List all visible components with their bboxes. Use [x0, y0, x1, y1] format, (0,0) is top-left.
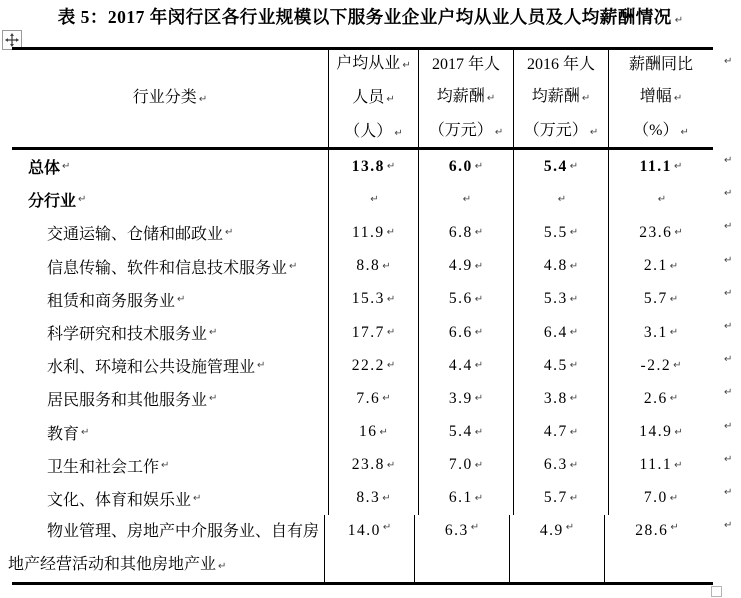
value-cell[interactable]: 14.0 ↵: [324, 515, 414, 582]
paragraph-mark: ↵: [674, 426, 683, 438]
paragraph-mark: ↵: [569, 393, 579, 405]
end-of-row-mark: ↵: [724, 188, 733, 200]
line-break-mark: ↵: [673, 92, 683, 104]
paragraph-mark: ↵: [569, 426, 579, 438]
row-label-cell[interactable]: 物业管理、房地产中介服务业、自有房地产经营活动和其他房地产业 ↵: [8, 523, 320, 573]
end-of-row-mark: ↵: [724, 221, 733, 233]
paragraph-mark: ↵: [474, 227, 484, 239]
paragraph-mark: ↵: [382, 492, 391, 504]
paragraph-mark: ↵: [670, 522, 679, 534]
end-of-row-mark: ↵: [724, 453, 733, 465]
paragraph-mark: ↵: [569, 459, 579, 471]
table-row: [12, 449, 733, 482]
paragraph-mark: ↵: [209, 393, 218, 405]
paragraph-mark: ↵: [289, 260, 298, 272]
table-title: [0, 4, 741, 29]
end-of-row-mark: ↵: [724, 56, 733, 67]
row-label-cell[interactable]: 水利、环境和公共设施管理业 ↵: [47, 359, 266, 377]
value-cell[interactable]: 6.8 ↵: [418, 216, 513, 249]
line-break-mark: ↵: [486, 92, 496, 104]
paragraph-mark: ↵: [386, 459, 396, 471]
paragraph-mark: ↵: [669, 327, 679, 339]
paragraph-mark: ↵: [81, 426, 90, 438]
paragraph-mark: ↵: [386, 293, 396, 305]
data-table: [8, 47, 733, 585]
end-of-row-mark: ↵: [724, 287, 733, 299]
value-cell[interactable]: 16 ↵: [328, 416, 418, 449]
paragraph-mark: ↵: [161, 459, 170, 471]
value-cell[interactable]: 11.1 ↵: [608, 449, 713, 482]
end-of-row-mark: ↵: [724, 387, 733, 399]
end-of-row-mark: ↵: [724, 155, 733, 166]
paragraph-mark: ↵: [474, 426, 484, 438]
table-row-total: [12, 150, 733, 183]
paragraph-mark: ↵: [382, 393, 391, 405]
end-of-row-mark: ↵: [724, 420, 733, 432]
value-cell[interactable]: 17.7 ↵: [328, 316, 418, 349]
paragraph-mark: ↵: [474, 161, 484, 173]
table-row: [8, 515, 733, 582]
value-cell[interactable]: 7.0 ↵: [608, 482, 713, 515]
value-cell[interactable]: 6.3 ↵: [414, 515, 509, 582]
paragraph-mark: ↵: [193, 492, 202, 504]
value-cell[interactable]: 4.4 ↵: [418, 349, 513, 382]
value-cell[interactable]: 8.3 ↵: [328, 482, 418, 515]
paragraph-mark: ↵: [569, 227, 579, 239]
value-cell[interactable]: 15.3 ↵: [328, 283, 418, 316]
value-cell[interactable]: 3.1 ↵: [608, 316, 713, 349]
value-cell[interactable]: 5.5 ↵: [513, 216, 608, 249]
value-cell[interactable]: 23.8 ↵: [328, 449, 418, 482]
row-label-cell[interactable]: 科学研究和技术服务业 ↵: [47, 326, 218, 344]
value-cell[interactable]: 5.7 ↵: [513, 482, 608, 515]
paragraph-mark: ↵: [218, 560, 227, 572]
value-cell[interactable]: [418, 183, 513, 216]
value-cell[interactable]: 11.9 ↵: [328, 216, 418, 249]
paragraph-mark: ↵: [386, 161, 396, 173]
line-break-mark: ↵: [581, 92, 591, 104]
paragraph-mark: ↵: [474, 327, 484, 339]
value-cell[interactable]: 13.8 ↵: [328, 150, 418, 183]
paragraph-mark: ↵: [589, 126, 599, 138]
paragraph-mark: ↵: [494, 126, 504, 138]
paragraph-mark: ↵: [657, 194, 667, 206]
paragraph-mark: ↵: [569, 293, 579, 305]
paragraph-mark: ↵: [474, 360, 484, 372]
paragraph-mark: ↵: [669, 492, 679, 504]
table-row-by-industry-heading: [12, 183, 733, 216]
paragraph-mark: ↵: [382, 522, 392, 534]
row-label-cell[interactable]: 文化、体育和娱乐业 ↵: [47, 491, 202, 509]
value-cell[interactable]: 8.8 ↵: [328, 250, 418, 283]
paragraph-mark: ↵: [669, 393, 679, 405]
paragraph-mark: ↵: [462, 194, 472, 206]
end-of-row-mark: ↵: [724, 254, 733, 266]
table-row: [12, 250, 733, 283]
paragraph-mark: ↵: [674, 459, 683, 471]
header-cell-2017-salary[interactable]: 2017 年人 均薪酬 ↵ （万元） ↵: [418, 50, 513, 147]
value-cell[interactable]: 4.9 ↵: [509, 515, 604, 582]
value-cell[interactable]: 5.4 ↵: [513, 150, 608, 183]
value-cell[interactable]: 6.0 ↵: [418, 150, 513, 183]
paragraph-mark: ↵: [209, 327, 218, 339]
value-cell[interactable]: 5.7 ↵: [608, 283, 713, 316]
paragraph-mark: ↵: [474, 492, 484, 504]
value-cell[interactable]: 22.2 ↵: [328, 349, 418, 382]
paragraph-mark: ↵: [177, 293, 186, 305]
row-label-cell[interactable]: 卫生和社会工作 ↵: [47, 458, 170, 476]
paragraph-mark: ↵: [386, 327, 396, 339]
table-row: [12, 416, 733, 449]
paragraph-mark: ↵: [569, 360, 579, 372]
paragraph-mark: ↵: [565, 522, 575, 534]
value-cell[interactable]: [328, 183, 418, 216]
line-break-mark: ↵: [402, 59, 411, 71]
value-cell[interactable]: 5.3 ↵: [513, 283, 608, 316]
table-header-row: [12, 47, 733, 150]
paragraph-mark: ↵: [382, 260, 391, 272]
paragraph-mark: ↵: [674, 227, 683, 239]
paragraph-mark: ↵: [474, 260, 484, 272]
value-cell[interactable]: 11.1 ↵: [608, 150, 713, 183]
end-of-row-mark: ↵: [724, 354, 733, 366]
row-label-cell[interactable]: 交通运输、仓储和邮政业 ↵: [47, 226, 234, 244]
paragraph-mark: ↵: [386, 360, 396, 372]
paragraph-mark: ↵: [569, 327, 579, 339]
row-label-cell[interactable]: 总体 ↵: [28, 160, 71, 178]
row-label-cell[interactable]: 教育 ↵: [47, 425, 90, 443]
header-cell-industry[interactable]: [12, 50, 328, 147]
value-cell[interactable]: 2.1 ↵: [608, 250, 713, 283]
value-cell[interactable]: 28.6 ↵: [604, 515, 709, 582]
paragraph-mark: ↵: [78, 194, 87, 206]
paragraph-mark: ↵: [673, 161, 683, 173]
four-way-arrow-icon: [5, 33, 19, 47]
table-row: [12, 316, 733, 349]
paragraph-mark: ↵: [386, 227, 395, 239]
paragraph-mark: ↵: [569, 161, 579, 173]
paragraph-mark: ↵: [379, 426, 388, 438]
header-cell-avg-employees[interactable]: 户均从业 ↵ 人员 ↵ （人） ↵: [328, 50, 418, 147]
paragraph-mark: ↵: [474, 459, 484, 471]
end-of-row-mark: ↵: [724, 486, 733, 498]
paragraph-mark: ↵: [669, 260, 679, 272]
value-cell[interactable]: 7.6 ↵: [328, 382, 418, 415]
value-cell[interactable]: 5.4 ↵: [418, 416, 513, 449]
paragraph-mark: ↵: [669, 293, 679, 305]
paragraph-mark: ↵: [470, 522, 480, 534]
value-cell[interactable]: 7.0 ↵: [418, 449, 513, 482]
paragraph-mark: ↵: [673, 360, 682, 372]
table-row: [12, 216, 733, 249]
value-cell[interactable]: 6.4 ↵: [513, 316, 608, 349]
paragraph-mark: ↵: [474, 293, 484, 305]
value-cell[interactable]: 23.6 ↵: [608, 216, 713, 249]
value-cell[interactable]: 6.6 ↵: [418, 316, 513, 349]
paragraph-mark: ↵: [394, 127, 403, 139]
row-label-cell[interactable]: 分行业 ↵: [28, 193, 87, 211]
paragraph-mark: ↵: [225, 227, 234, 239]
header-text: 行业分类: [132, 88, 197, 106]
value-cell[interactable]: [513, 183, 608, 216]
paragraph-mark: ↵: [569, 260, 579, 272]
value-cell[interactable]: [608, 183, 713, 216]
value-cell[interactable]: 4.5 ↵: [513, 349, 608, 382]
paragraph-mark: ↵: [370, 194, 379, 206]
paragraph-mark: ↵: [257, 360, 266, 372]
table-title-text: 表 5：2017 年闵行区各行业规模以下服务业企业户均从业人员及人均薪酬情况: [57, 7, 672, 27]
end-of-row-mark: ↵: [724, 320, 733, 332]
paragraph-mark: ↵: [674, 15, 684, 26]
value-cell[interactable]: 5.6 ↵: [418, 283, 513, 316]
end-of-row-mark: ↵: [724, 520, 733, 532]
header-cell-yoy-growth[interactable]: 薪酬同比 增幅 ↵ （%） ↵: [608, 50, 713, 147]
table-row: [12, 482, 733, 515]
paragraph-mark: ↵: [680, 126, 689, 138]
paragraph-mark: ↵: [474, 393, 484, 405]
value-cell[interactable]: 6.3 ↵: [513, 449, 608, 482]
value-cell[interactable]: 14.9 ↵: [608, 416, 713, 449]
paragraph-mark: ↵: [569, 492, 579, 504]
paragraph-mark: ↵: [557, 194, 567, 206]
value-cell[interactable]: 6.1 ↵: [418, 482, 513, 515]
row-label-cell[interactable]: 信息传输、软件和信息技术服务业 ↵: [47, 259, 298, 277]
row-label-cell[interactable]: 租赁和商务服务业 ↵: [47, 292, 186, 310]
table-row: [12, 283, 733, 316]
paragraph-mark: ↵: [198, 93, 208, 105]
row-label-cell[interactable]: 居民服务和其他服务业 ↵: [47, 392, 218, 410]
value-cell[interactable]: 4.8 ↵: [513, 250, 608, 283]
value-cell[interactable]: 4.7 ↵: [513, 416, 608, 449]
value-cell[interactable]: 3.8 ↵: [513, 382, 608, 415]
paragraph-mark: ↵: [62, 161, 71, 173]
table-row: [12, 349, 733, 382]
value-cell[interactable]: 3.9 ↵: [418, 382, 513, 415]
value-cell[interactable]: -2.2 ↵: [608, 349, 713, 382]
table-row: [12, 382, 733, 415]
header-cell-2016-salary[interactable]: 2016 年人 均薪酬 ↵ （万元） ↵: [513, 50, 608, 147]
line-break-mark: ↵: [386, 93, 395, 105]
value-cell[interactable]: 4.9 ↵: [418, 250, 513, 283]
table-resize-handle[interactable]: [711, 586, 722, 597]
value-cell[interactable]: 2.6 ↵: [608, 382, 713, 415]
